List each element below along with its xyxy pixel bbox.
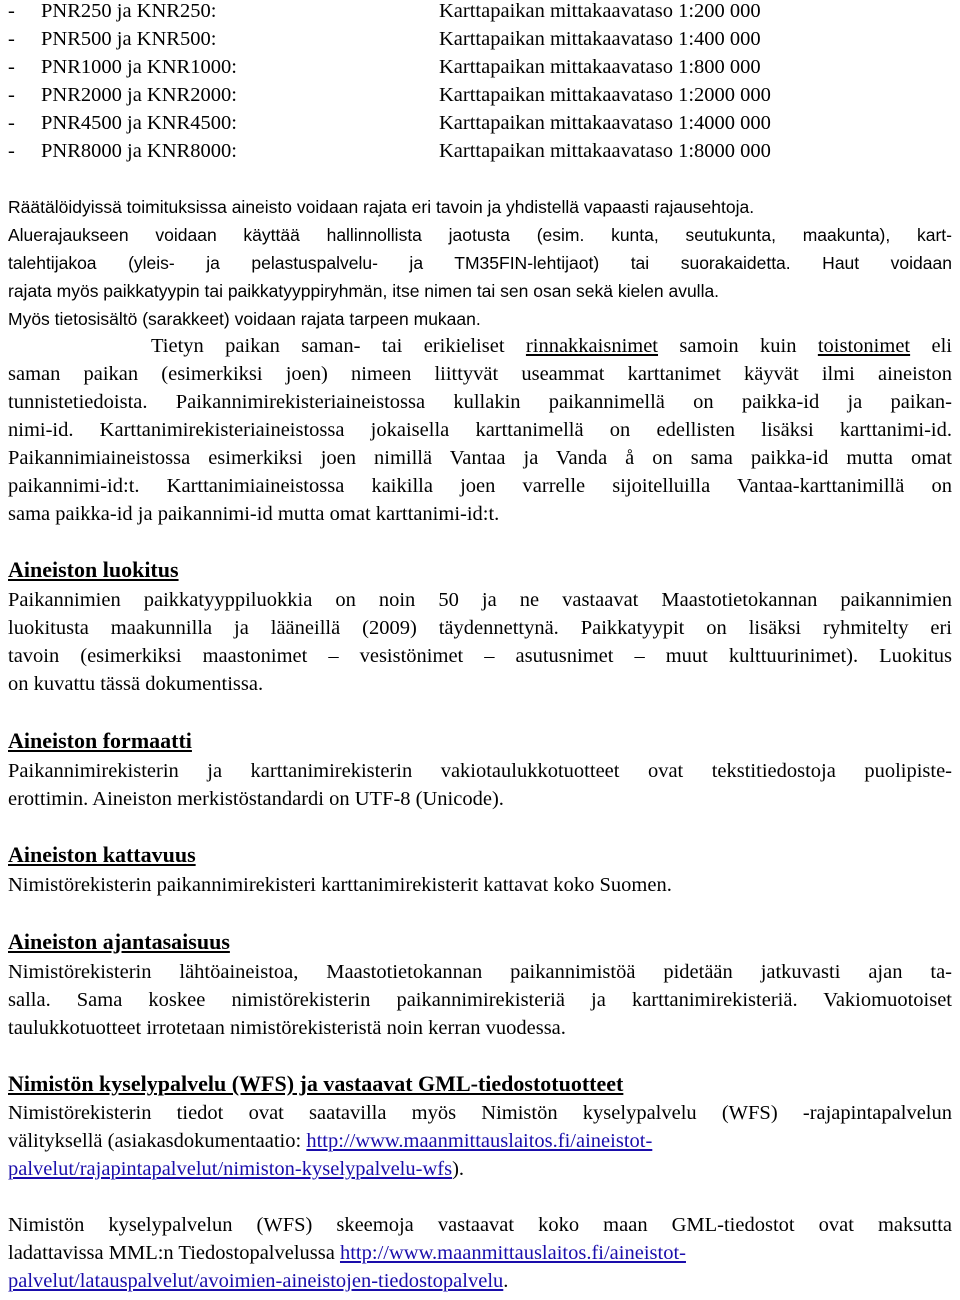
paragraph-line: Paikannimien paikkatyyppiluokkia on noin 50 ja ne vastaavat Maastotietokannan paikannimien	[8, 589, 952, 611]
scale-description: Karttapaikan mittakaavataso 1:4000 000	[439, 112, 771, 134]
section-heading-classification: Aineiston luokitus	[8, 557, 179, 582]
list-dash: -	[8, 140, 15, 162]
paragraph-line: Räätälöidyissä toimituksissa aineisto voidaan rajata eri tavoin ja yhdistellä vapaasti rajausehtoja.	[8, 197, 755, 217]
paragraph-line: luokitusta maakunnilla ja lääneillä (2009) täydennettynä. Paikkatyypit on lisäksi ryhmitelty eri	[8, 617, 952, 639]
paragraph-line: Paikannimirekisterin ja karttanimirekisterin vakiotaulukkotuotteet ovat tekstitiedostoja puolipiste-	[8, 760, 952, 782]
product-code: PNR4500 ja KNR4500:	[41, 112, 237, 134]
text-span: ladattavissa MML:n Tiedostopalvelussa	[8, 1242, 340, 1264]
paragraph-line: Myös tietosisältö (sarakkeet) voidaan rajata tarpeen mukaan.	[8, 309, 481, 329]
paragraph-line: taulukkotuotteet irrotetaan nimistörekisteristä noin kerran vuodessa.	[8, 1017, 566, 1039]
product-code: PNR8000 ja KNR8000:	[41, 140, 237, 162]
text-span: samoin kuin	[658, 335, 818, 357]
paragraph-line: Nimistörekisterin tiedot ovat saatavilla myös Nimistön kyselypalvelu (WFS) -rajapintapalvelun	[8, 1102, 952, 1124]
scale-description: Karttapaikan mittakaavataso 1:200 000	[439, 0, 761, 22]
text-span: .	[503, 1270, 509, 1292]
scale-description: Karttapaikan mittakaavataso 1:2000 000	[439, 84, 771, 106]
paragraph-line: erottimin. Aineiston merkistöstandardi on UTF-8 (Unicode).	[8, 788, 504, 810]
paragraph-line: tunnistetiedoista. Paikannimirekisteriaineistossa kullakin paikannimellä on paikka-id ja paikan-	[8, 391, 952, 413]
paragraph-line: salla. Sama koskee nimistörekisterin paikannimirekisteriä ja karttanimirekisteriä. Vakiomuotoiset	[8, 989, 952, 1011]
list-dash: -	[8, 56, 15, 78]
paragraph-line: talehtijakoa (yleis- ja pelastuspalvelu- ja TM35FIN-lehtijaot) tai suorakaidetta. Haut voidaan	[8, 253, 952, 273]
list-dash: -	[8, 84, 15, 106]
scale-description: Karttapaikan mittakaavataso 1:400 000	[439, 28, 761, 50]
list-dash: -	[8, 112, 15, 134]
scale-description: Karttapaikan mittakaavataso 1:8000 000	[439, 140, 771, 162]
term-repeat-names: toistonimet	[817, 335, 911, 357]
paragraph-line	[8, 332, 952, 360]
paragraph-line: nimi-id. Karttanimirekisteriaineistossa jokaisella karttanimellä on edellisten lisäksi karttanimi-id.	[8, 419, 952, 441]
section-heading-format: Aineiston formaatti	[8, 728, 192, 753]
paragraph-line	[8, 1267, 508, 1295]
product-code: PNR500 ja KNR500:	[41, 28, 217, 50]
product-code: PNR250 ja KNR250:	[41, 0, 217, 22]
text-span: ).	[452, 1158, 465, 1180]
list-dash: -	[8, 0, 15, 22]
list-dash: -	[8, 28, 15, 50]
paragraph-line	[8, 1155, 464, 1183]
paragraph-line: Nimistörekisterin paikannimirekisteri karttanimirekisterit kattavat koko Suomen.	[8, 874, 672, 896]
wfs-documentation-link-continued[interactable]: palvelut/rajapintapalvelut/nimiston-kyselypalvelu-wfs	[8, 1158, 453, 1180]
scale-description: Karttapaikan mittakaavataso 1:800 000	[439, 56, 761, 78]
wfs-documentation-link[interactable]: http://www.maanmittauslaitos.fi/aineistot-	[306, 1130, 653, 1152]
section-heading-wfs: Nimistön kyselypalvelu (WFS) ja vastaavat GML-tiedostotuotteet	[8, 1071, 624, 1096]
paragraph-line: on kuvattu tässä dokumentissa.	[8, 673, 264, 695]
file-service-link-continued[interactable]: palvelut/latauspalvelut/avoimien-aineistojen-tiedostopalvelu	[8, 1270, 504, 1292]
text-span: eli	[910, 335, 952, 357]
text-span: välityksellä (asiakasdokumentaatio:	[8, 1130, 307, 1152]
section-heading-coverage: Aineiston kattavuus	[8, 842, 196, 867]
paragraph-line: rajata myös paikkatyypin tai paikkatyyppiryhmän, itse nimen tai sen osan sekä kielen avulla.	[8, 281, 720, 301]
text-span: Tietyn paikan saman- tai erikieliset	[151, 335, 526, 357]
paragraph-line	[8, 1127, 652, 1155]
product-code: PNR1000 ja KNR1000:	[41, 56, 237, 78]
section-heading-currency: Aineiston ajantasaisuus	[8, 929, 230, 954]
paragraph-line: tavoin (esimerkiksi maastonimet – vesistönimet – asutusnimet – muut kulttuurinimet). Luokitus	[8, 645, 952, 667]
paragraph-line: paikannimi-id:t. Karttanimiaineistossa kaikilla joen varrelle sijoitelluilla Vantaa-karttanimillä on	[8, 475, 952, 497]
paragraph-line	[8, 1239, 686, 1267]
paragraph-line: Nimistön kyselypalvelun (WFS) skeemoja vastaavat koko maan GML-tiedostot ovat maksutta	[8, 1214, 952, 1236]
paragraph-line: Paikannimiaineistossa esimerkiksi joen nimillä Vantaa ja Vanda å on sama paikka-id mutta omat	[8, 447, 952, 469]
paragraph-line: Nimistörekisterin lähtöaineistoa, Maastotietokannan paikannimistöä pidetään jatkuvasti ajan ta-	[8, 961, 952, 983]
paragraph-line: Aluerajaukseen voidaan käyttää hallinnollista jaotusta (esim. kunta, seutukunta, maakunta), kart-	[8, 225, 952, 245]
product-code: PNR2000 ja KNR2000:	[41, 84, 237, 106]
file-service-link[interactable]: http://www.maanmittauslaitos.fi/aineistot-	[339, 1242, 686, 1264]
paragraph-line: saman paikan (esimerkiksi joen) nimeen liittyvät useammat karttanimet käyvät ilmi aineiston	[8, 363, 952, 385]
term-parallel-names: rinnakkaisnimet	[525, 335, 659, 357]
paragraph-line: sama paikka-id ja paikannimi-id mutta omat karttanimi-id:t.	[8, 503, 500, 525]
